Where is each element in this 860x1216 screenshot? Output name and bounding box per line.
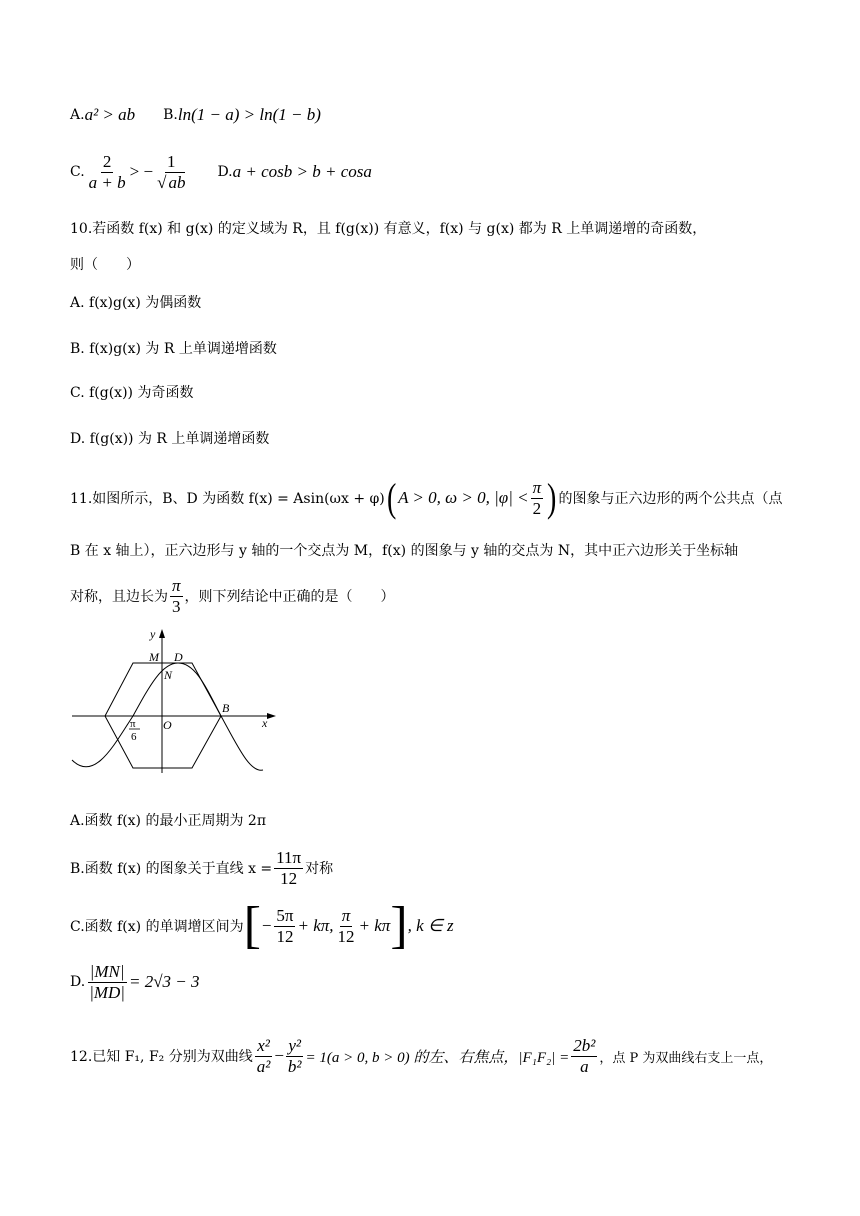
q11-option-c-frac1: $\frac{5\pi}{12}$: [276, 905, 294, 946]
q9-row-ab: [70, 105, 321, 125]
label-O: O: [163, 718, 172, 732]
q11-pi-over-2: $\frac{\pi}{2}$: [532, 478, 542, 518]
q11-option-b-frac: $\frac{11\pi}{12}$: [276, 848, 302, 888]
q10-option-b: B. f(x)g(x) 为 R 上单调递增函数: [70, 341, 277, 357]
q10-option-a: A. f(x)g(x) 为偶函数: [70, 295, 202, 311]
q10-stem-line2: 则（ ）: [70, 257, 140, 273]
q11-option-a: A.函数 f(x) 的最小正周期为 2π: [70, 813, 267, 829]
q11-stem-line3: 对称，且边长为 $\frac{\pi}{3}$ ，则下列结论中正确的是（ ）: [70, 576, 395, 616]
q9-option-d-label: D.: [217, 164, 233, 181]
label-x: x: [262, 716, 268, 730]
q12-frac-x2-a2: $\frac{\text{x²}}{\text{a²}}$: [256, 1036, 271, 1076]
q12-frac-y2-b2: $\frac{\text{y²}}{\text{b²}}$: [287, 1036, 302, 1076]
q9-option-c-frac2: $\frac{1}{√ ab}$: [157, 152, 186, 192]
q9-option-c-label: C.: [70, 164, 85, 181]
x-axis-arrow-icon: [267, 713, 276, 719]
q9-option-a-label: A.: [70, 107, 85, 123]
q9-row-cd: [70, 152, 372, 192]
q11-figure: [70, 625, 280, 775]
label-D: D: [174, 650, 183, 664]
label-six: 6: [131, 731, 137, 743]
q10-stem-line1: 10.若函数 f(x) 和 g(x) 的定义域为 R，且 f(g(x)) 有意义，f(x) 与 g(x) 都为 R 上单调递增的奇函数，: [70, 221, 707, 237]
q11-option-b: B.函数 f(x) 的图象关于直线 x = $\frac{11\pi}{12}$ 对称: [70, 848, 334, 888]
q12-stem-line1: 12.已知 F₁, F₂ 分别为双曲线 $\frac{\text{x²}}{\text{a²}}$ − $\frac{\text{y²}}{\text{b²}}$ = 1(a > 0, b > 0) 的左、右焦点，|F₁F₂| = $\frac{\text{2b²}}{a}$ ，点 P 为双曲线右支上一点，: [70, 1036, 773, 1076]
q9-option-b-expr: ln(1 − a) > ln(1 − b): [177, 105, 321, 124]
q9-option-c-frac1: $\frac{2}{a + b}$: [88, 152, 126, 192]
label-N: N: [164, 668, 173, 682]
q9-option-c-mid: > −: [129, 162, 154, 182]
q10-option-c: C. f(g(x)) 为奇函数: [70, 385, 194, 401]
q11-option-d-frac: $\frac{|MN|}{|MD|}$: [89, 962, 125, 1002]
label-pi: π: [130, 718, 136, 730]
q11-stem-line1: 11.如图所示，B、D 为函数 f(x) = Asin(ωx + φ) ( A > 0, ω > 0, |φ| < $\frac{\pi}{2}$ ) 的图象与正六边形的两个公共点（点: [70, 475, 783, 521]
q11-option-c-frac2: $\frac{\pi}{12}$: [337, 905, 355, 946]
q9-option-d-expr: a + cosb > b + cosa: [232, 162, 372, 182]
q11-pi-over-3: $\frac{\pi}{3}$: [172, 576, 181, 616]
y-axis-arrow-icon: [159, 629, 165, 638]
q11-option-d: D. $\frac{|MN|}{|MD|}$ = 2√3 − 3: [70, 962, 200, 1002]
q11-stem-line2: B 在 x 轴上），正六边形与 y 轴的一个交点为 M，f(x) 的图象与 y 轴的交点为 N，其中正六边形关于坐标轴: [70, 543, 739, 559]
q12-frac-2b2-a: $\frac{\text{2b²}}{a}$: [573, 1036, 596, 1076]
label-M: M: [149, 650, 159, 664]
q11-option-c: C.函数 f(x) 的单调增区间为 [ − $\frac{5\pi}{12}$ + kπ, $\frac{\pi}{12}$ + kπ ] , k ∈ z: [70, 897, 454, 954]
q9-option-a-expr: a² > ab: [84, 105, 136, 124]
label-y: y: [150, 627, 156, 641]
q9-option-b-label: B.: [163, 107, 178, 123]
label-B: B: [222, 701, 230, 715]
q10-option-d: D. f(g(x)) 为 R 上单调递增函数: [70, 431, 270, 447]
